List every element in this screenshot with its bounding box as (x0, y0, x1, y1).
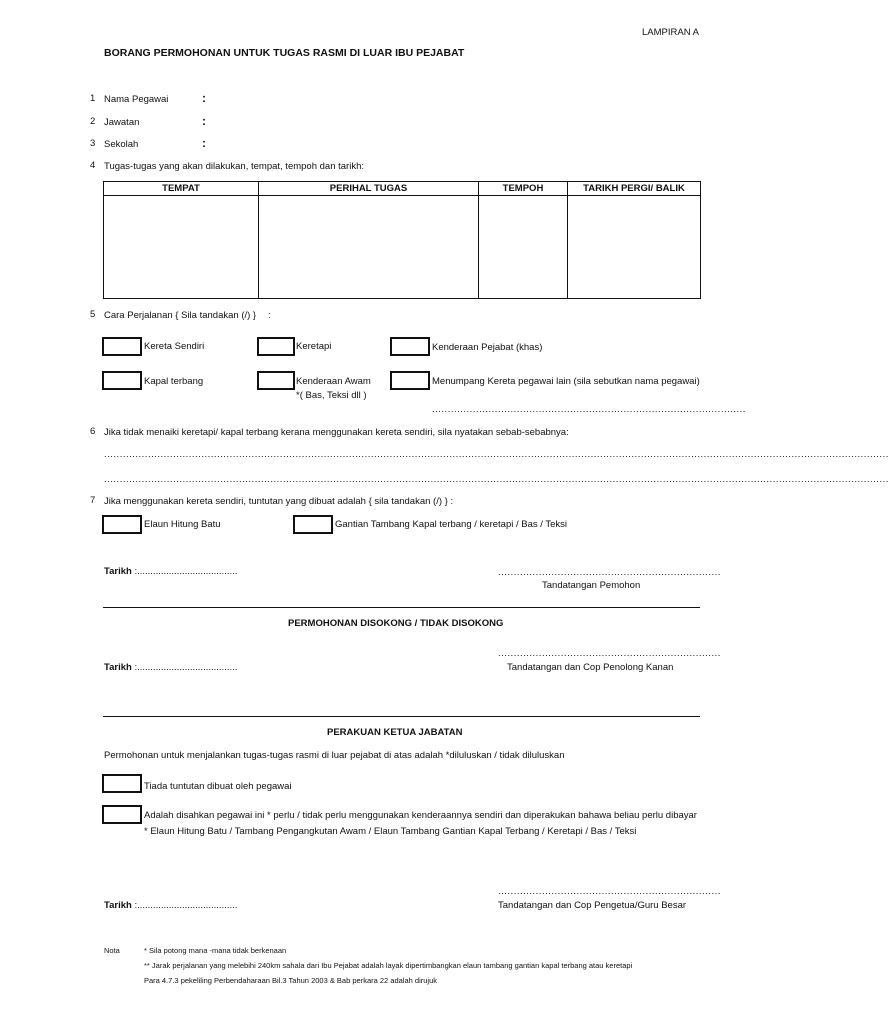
disahkan-checkbox[interactable] (102, 805, 142, 824)
tarikh-penolong[interactable]: Tarikh :...................................... (104, 662, 238, 673)
column-header-tarikh: TARIKH PERGI/ BALIK (568, 182, 701, 196)
tuntutan-label: Jika menggunakan kereta sendiri, tuntutan yang dibuat adalah { sila tandakan (/) } : (104, 496, 454, 507)
tarikh-penolong-dots: :...................................... (131, 662, 238, 673)
kapal-terbang-checkbox[interactable] (102, 371, 142, 390)
column-header-tempat: TEMPAT (104, 182, 259, 196)
menumpang-name-line[interactable]: .................................................................................................... (432, 404, 746, 415)
nama-pegawai-label: Nama Pegawai (104, 94, 169, 105)
cell-perihal-tugas[interactable] (259, 196, 479, 299)
tandatangan-pengetua-label: Tandatangan dan Cop Pengetua/Guru Besar (498, 900, 687, 911)
nota-line-2: ** Jarak perjalanan yang melebihi 240km sahala dari Ibu Pejabat adalah layak dipertimbangkan elaun tambang gantian kapal terbang atau keretapi (144, 961, 633, 970)
nota-line-1: * Sila potong mana -mana tidak berkenaan (144, 946, 287, 955)
tarikh-pengetua-dots: :...................................... (131, 900, 238, 911)
disahkan-label-line-2: * Elaun Hitung Batu / Tambang Pengangkutan Awam / Elaun Tambang Gantian Kapal Terbang / Keretapi / Bas / Teksi (144, 826, 637, 837)
kenderaan-awam-checkbox[interactable] (257, 371, 295, 390)
lampiran-label: LAMPIRAN A (642, 27, 700, 38)
menumpang-label: Menumpang Kereta pegawai lain (sila sebutkan nama pegawai) (432, 376, 700, 387)
kenderaan-awam-label: Kenderaan Awam (296, 376, 371, 387)
cell-tempat[interactable] (104, 196, 259, 299)
divider-1 (103, 607, 700, 608)
item-6-number: 6 (90, 426, 96, 437)
item-2-number: 2 (90, 116, 96, 127)
sekolah-label: Sekolah (104, 139, 139, 150)
kenderaan-pejabat-label: Kenderaan Pejabat (khas) (432, 342, 543, 353)
cara-perjalanan-colon: : (268, 310, 271, 321)
disahkan-label-line-1: Adalah disahkan pegawai ini * perlu / tidak perlu menggunakan kenderaannya sendiri dan diperakukan bahawa beliau perlu dibayar (144, 810, 697, 821)
cell-tempoh[interactable] (479, 196, 568, 299)
kenderaan-pejabat-checkbox[interactable] (390, 337, 430, 356)
item-5-number: 5 (90, 309, 96, 320)
kenderaan-awam-note: *( Bas, Teksi dll ) (296, 390, 367, 401)
form-title: BORANG PERMOHONAN UNTUK TUGAS RASMI DI LUAR IBU PEJABAT (104, 47, 465, 59)
keretapi-label: Keretapi (296, 341, 332, 352)
tandatangan-penolong-label: Tandatangan dan Cop Penolong Kanan (507, 662, 674, 673)
kelulusan-statement: Permohonan untuk menjalankan tugas-tugas rasmi di luar pejabat di atas adalah *diluluskan / tidak diluluskan (104, 750, 565, 761)
tandatangan-pengetua-line[interactable]: ....................................................................... (498, 886, 721, 897)
elaun-hitung-batu-label: Elaun Hitung Batu (144, 519, 221, 530)
perakuan-title: PERAKUAN KETUA JABATAN (327, 727, 463, 738)
elaun-hitung-batu-checkbox[interactable] (102, 515, 142, 534)
tarikh-pemohon[interactable]: Tarikh :...................................... (104, 566, 238, 577)
nama-pegawai-colon: : (202, 91, 206, 105)
sebab-line-1[interactable]: .......................................................................................................................................................................................................................................................... (104, 449, 889, 460)
cara-perjalanan-label: Cara Perjalanan { Sila tandakan (/) } (104, 310, 257, 321)
tasks-table (103, 181, 701, 299)
kapal-terbang-label: Kapal terbang (144, 376, 204, 387)
item-4-number: 4 (90, 160, 96, 171)
column-header-tempoh: TEMPOH (479, 182, 568, 196)
tandatangan-pemohon-label: Tandatangan Pemohon (542, 580, 641, 591)
tiada-tuntutan-checkbox[interactable] (102, 774, 142, 793)
kereta-sendiri-checkbox[interactable] (102, 337, 142, 356)
tiada-tuntutan-label: Tiada tuntutan dibuat oleh pegawai (144, 781, 292, 792)
item-7-number: 7 (90, 495, 96, 506)
sebab-label: Jika tidak menaiki keretapi/ kapal terbang kerana menggunakan kereta sendiri, sila nyatakan sebab-sebabnya: (104, 427, 569, 438)
nota-label: Nota (104, 946, 120, 955)
jawatan-colon: : (202, 114, 206, 128)
gantian-tambang-label: Gantian Tambang Kapal terbang / keretapi / Bas / Teksi (335, 519, 568, 530)
nota-line-3: Para 4.7.3 pekeliling Perbendaharaan Bil.3 Tahun 2003 & Bab perkara 22 adalah dirujuk (144, 976, 437, 985)
item-3-number: 3 (90, 138, 96, 149)
gantian-tambang-checkbox[interactable] (293, 515, 333, 534)
tandatangan-pemohon-line[interactable]: ....................................................................... (498, 567, 721, 578)
tarikh-pemohon-dots: :...................................... (131, 566, 238, 577)
column-header-perihal-tugas: PERIHAL TUGAS (259, 182, 479, 196)
menumpang-checkbox[interactable] (390, 371, 430, 390)
divider-2 (103, 716, 700, 717)
sekolah-colon: : (202, 136, 206, 150)
sebab-line-2[interactable]: .......................................................................................................................................................................................................................................................... (104, 474, 889, 485)
item-1-number: 1 (90, 93, 96, 104)
tugas-label: Tugas-tugas yang akan dilakukan, tempat, tempoh dan tarikh: (104, 161, 364, 172)
sokongan-title: PERMOHONAN DISOKONG / TIDAK DISOKONG (288, 618, 504, 629)
kereta-sendiri-label: Kereta Sendiri (144, 341, 205, 352)
jawatan-label: Jawatan (104, 117, 140, 128)
tandatangan-penolong-line[interactable]: ....................................................................... (498, 648, 721, 659)
keretapi-checkbox[interactable] (257, 337, 295, 356)
tarikh-pengetua[interactable]: Tarikh :...................................... (104, 900, 238, 911)
cell-tarikh[interactable] (568, 196, 701, 299)
